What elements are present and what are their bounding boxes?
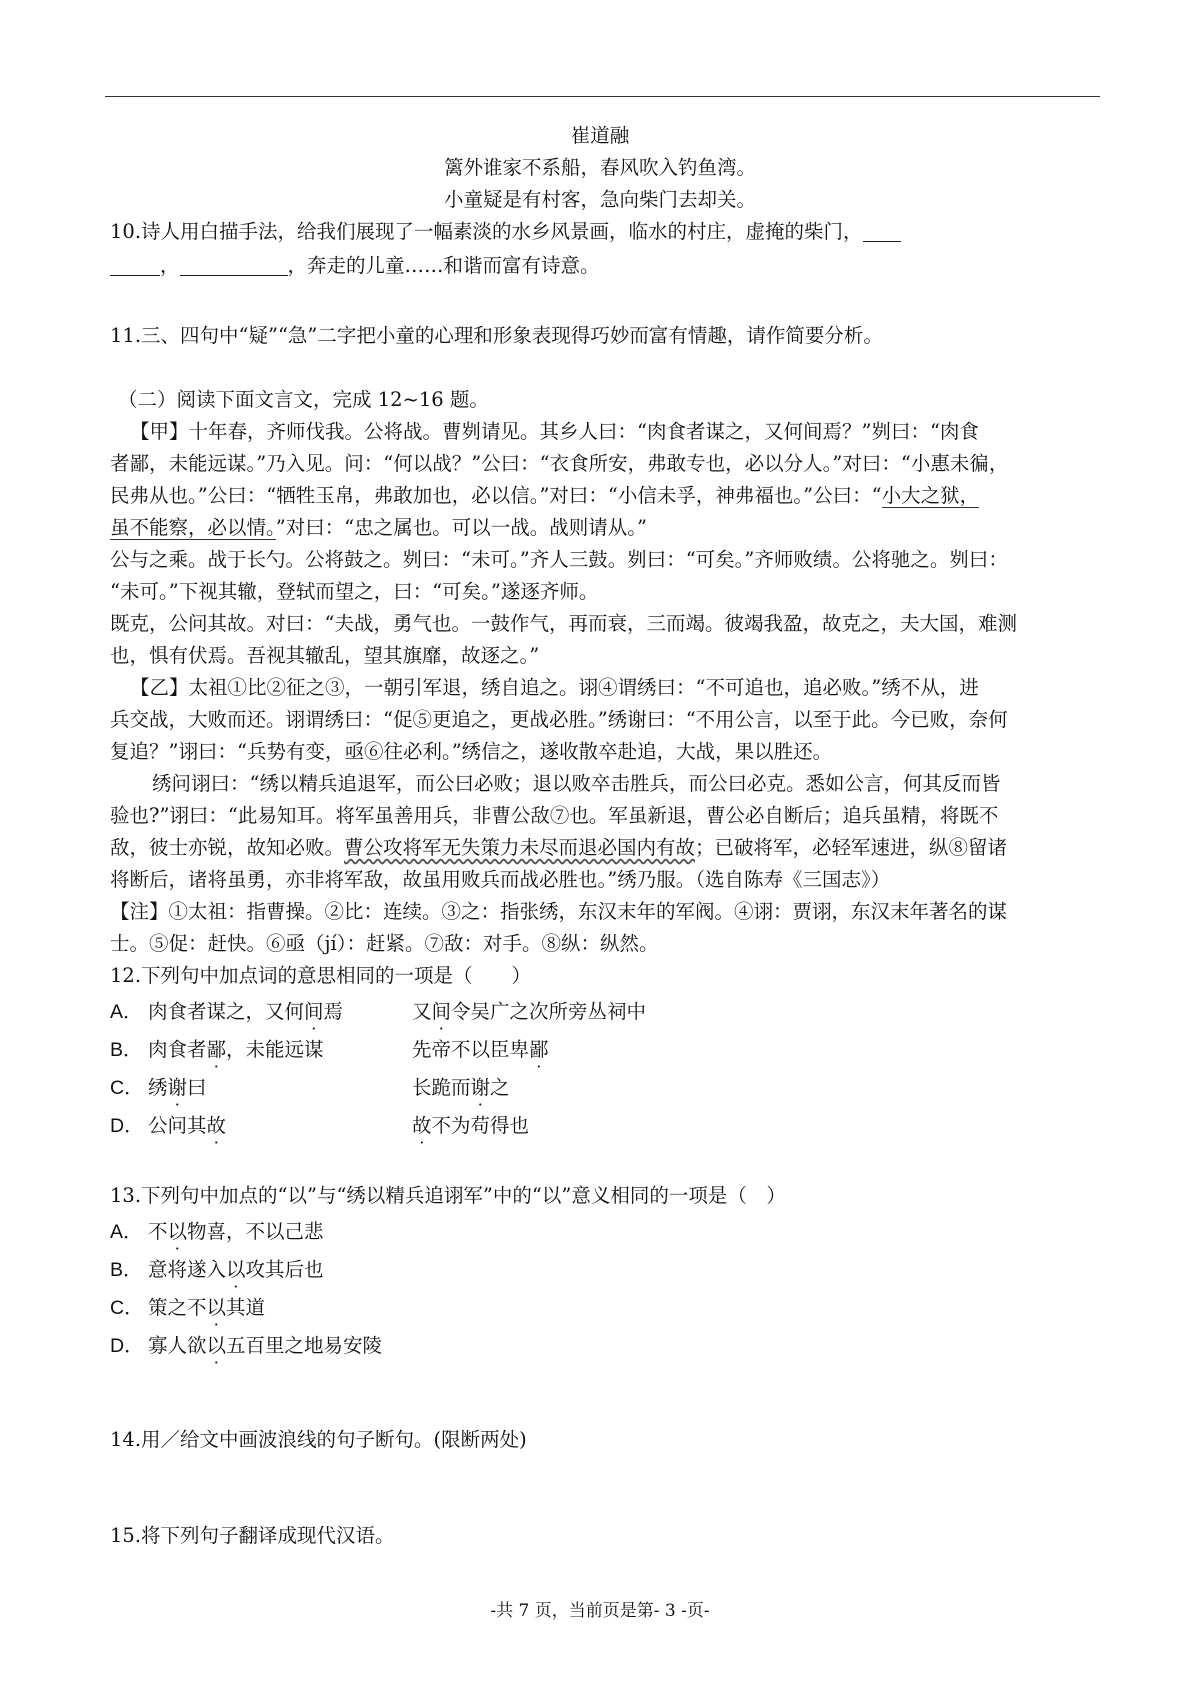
- page-footer: -共 7 页，当前页是第- 3 -页-: [490, 1601, 710, 1621]
- passage-jia-line-6: “未可。”下视其辙，登轼而望之，曰：“可矣。”遂逐齐师。: [110, 580, 599, 603]
- passage-yi-line-5: 验也?”诩曰：“此易知耳。将军虽善用兵，非曹公敌⑦也。军虽新退，曹公必自断后；追兵虽精，将既不: [110, 804, 999, 827]
- notes-line-2: 士。⑤促：赶快。⑥亟（jí）：赶紧。⑦敌：对手。⑧纵：纵然。: [110, 932, 659, 955]
- notes-line-1: 【注】①太祖：指曹操。②比：连续。③之：指张绣，东汉末年的军阀。④诩：贾诩，东汉末年著名的谋: [110, 900, 1008, 923]
- q12-option-c[interactable]: C． 绣谢曰 长跪而谢之: [110, 1076, 510, 1099]
- passage-jia-line-5: 公与之乘。战于长勺。公将鼓之。刿曰：“未可。”齐人三鼓。刿曰：“可矣。”齐师败绩。公将驰之。刿曰：: [110, 548, 1008, 571]
- q12-option-b[interactable]: B． 肉食者鄙，未能远谋 先帝不以臣卑鄙: [110, 1038, 549, 1061]
- header-rule: [105, 96, 1100, 97]
- passage-jia-line-4: 虽不能察，必以情。”对曰：“忠之属也。可以一战。战则请从。”: [110, 516, 647, 539]
- q12-option-d[interactable]: D． 公问其故 故不为苟得也: [110, 1114, 530, 1137]
- answer-blank-2[interactable]: [180, 253, 288, 276]
- q13-option-c[interactable]: C． 策之不以其道: [110, 1296, 266, 1319]
- underlined-sentence: 小大之狱，: [881, 484, 980, 507]
- q12-option-a[interactable]: A． 肉食者谋之，又何间焉 又间令吴广之次所旁丛祠中: [110, 1000, 647, 1023]
- passage-yi-line-4: 绣问诩曰：“绣以精兵追退军，而公曰必败；退以败卒击胜兵，而公曰必克。悉如公言，何其反而皆: [152, 772, 1001, 795]
- question-12: 12.下列句中加点词的意思相同的一项是（ ）: [110, 964, 532, 987]
- passage-yi-line-3: 复追？”诩曰：“兵势有变，亟⑥往必利。”绣信之，遂收散卒赴追，大战，果以胜还。: [110, 740, 833, 763]
- question-13: 13.下列句中加点的“以”与“绣以精兵追诩军”中的“以”意义相同的一项是（ ）: [110, 1184, 786, 1207]
- section-2-heading: （二）阅读下面文言文，完成 12~16 题。: [118, 388, 489, 411]
- question-15: 15.将下列句子翻译成现代汉语。: [110, 1524, 395, 1547]
- passage-yi-line-6: 敌，彼士亦锐，故知必败。曹公攻将军无失策力未尽而退必国内有故；已破将军，必轻军速进，纵⑧留诸: [110, 836, 1008, 859]
- question-10-text: 10.诗人用白描手法，给我们展现了一幅素淡的水乡风景画，临水的村庄，虚掩的柴门，: [110, 220, 863, 243]
- passage-yi-line-7: 将断后，诸将虽勇，亦非将军敌，故虽用败兵而战必胜也。”绣乃服。（选自陈寿《三国志》）: [110, 868, 891, 891]
- answer-blank-1a[interactable]: [863, 219, 901, 242]
- passage-jia-line-1: 【甲】十年春，齐师伐我。公将战。曹刿请见。其乡人曰：“肉食者谋之，又何间焉？”刿曰：“肉食: [130, 420, 979, 443]
- question-14: 14.用／给文中画波浪线的句子断句。(限断两处): [110, 1428, 527, 1451]
- passage-jia-line-8: 也，惧有伏焉。吾视其辙乱，望其旗靡，故逐之。”: [110, 644, 540, 667]
- passage-jia-line-2: 者鄙，未能远谋。”乃入见。问：“何以战？”公曰：“衣食所安，弗敢专也，必以分人。”对曰：“小惠未徧，: [110, 452, 1009, 475]
- poem-line-1: 篱外谁家不系船，春风吹入钓鱼湾。: [443, 156, 756, 179]
- question-11: 11.三、四句中“疑”“急”二字把小童的心理和形象表现得巧妙而富有情趣，请作简要分析。: [110, 324, 883, 347]
- question-10: [110, 216, 1100, 248]
- poem-line-2: 小童疑是有村客，急向柴门去却关。: [443, 188, 756, 211]
- passage-yi-line-1: 【乙】太祖①比②征之③，一朝引军退，绣自追之。诩④谓绣曰：“不可追也，追必败。”绣不从，进: [130, 676, 979, 699]
- question-10-cont: ， ，奔走的儿童……和谐而富有诗意。: [110, 250, 1100, 282]
- wavy-underlined-sentence: 曹公攻将军无失策力未尽而退必国内有故: [344, 836, 696, 859]
- passage-yi-line-2: 兵交战，大败而还。诩谓绣曰：“促⑤更追之，更战必胜。”绣谢曰：“不用公言，以至于此。今已败，奈何: [110, 708, 1008, 731]
- q13-option-b[interactable]: B． 意将遂入以攻其后也: [110, 1258, 324, 1281]
- q13-option-d[interactable]: D． 寡人欲以五百里之地易安陵: [110, 1334, 383, 1357]
- passage-jia-line-7: 既克，公问其故。对曰：“夫战，勇气也。一鼓作气，再而衰，三而竭。彼竭我盈，故克之，夫大国，难测: [110, 612, 1017, 635]
- poem-author: 崔道融: [570, 124, 630, 147]
- underlined-sentence-cont: 虽不能察，必以情。: [110, 516, 276, 539]
- q13-option-a[interactable]: A． 不以物喜，不以己悲: [110, 1220, 324, 1243]
- answer-blank-1b[interactable]: [110, 253, 160, 276]
- passage-jia-line-3: 民弗从也。”公曰：“牺牲玉帛，弗敢加也，必以信。”对曰：“小信未孚，神弗福也。”公曰：“小大之狱，: [110, 484, 980, 507]
